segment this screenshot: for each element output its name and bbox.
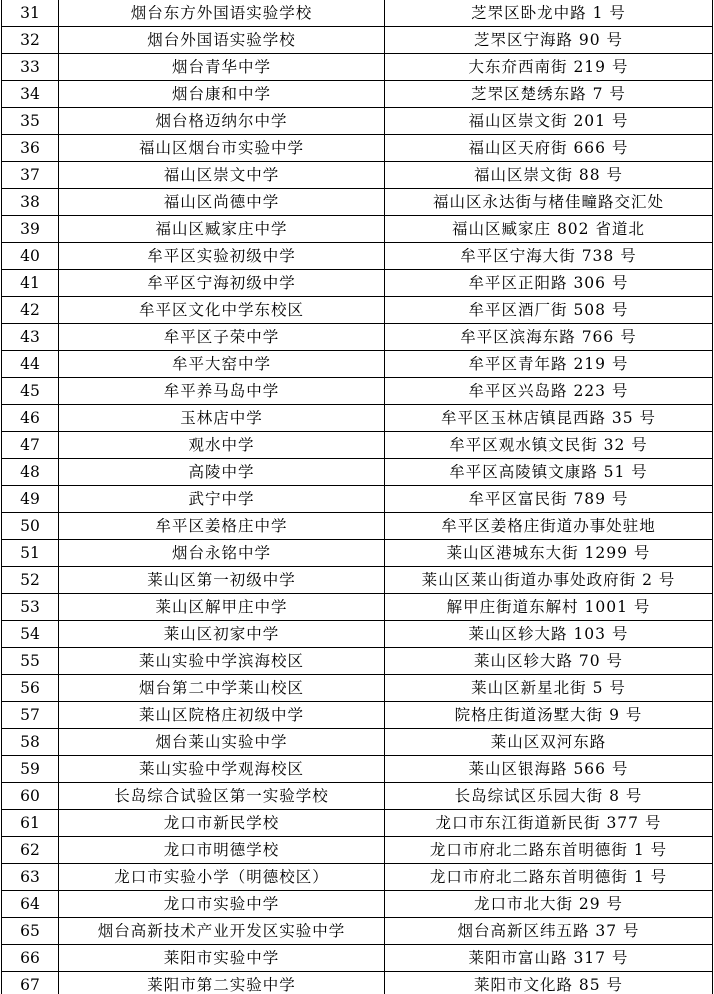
row-number-cell: 55 [2,648,59,675]
table-row [2,135,713,162]
school-name-cell: 莱阳市实验中学 [59,945,385,972]
row-number-cell: 44 [2,351,59,378]
school-name-cell: 龙口市明德学校 [59,837,385,864]
school-address-cell: 院格庄街道汤墅大街 9 号 [385,702,713,729]
school-name-cell: 牟平区宁海初级中学 [59,270,385,297]
table-row [2,756,713,783]
row-number-cell: 32 [2,27,59,54]
row-number-cell: 42 [2,297,59,324]
school-name-cell: 莱山区院格庄初级中学 [59,702,385,729]
school-address-cell: 大东夼西南街 219 号 [385,54,713,81]
row-number-cell: 46 [2,405,59,432]
table-row [2,675,713,702]
row-number-cell: 40 [2,243,59,270]
table-row [2,567,713,594]
school-name-cell: 烟台外国语实验学校 [59,27,385,54]
school-address-cell: 烟台高新区纬五路 37 号 [385,918,713,945]
school-name-cell: 长岛综合试验区第一实验学校 [59,783,385,810]
school-address-cell: 莱山区新星北街 5 号 [385,675,713,702]
table-row [2,216,713,243]
table-row [2,459,713,486]
school-address-cell: 龙口市府北二路东首明德街 1 号 [385,864,713,891]
school-name-cell: 牟平养马岛中学 [59,378,385,405]
school-address-cell: 莱山区轸大路 70 号 [385,648,713,675]
table-body [2,0,713,994]
school-name-cell: 莱山实验中学观海校区 [59,756,385,783]
school-address-cell: 福山区永达街与楮佳疃路交汇处 [385,189,713,216]
table-row [2,648,713,675]
school-address-cell: 福山区崇文街 88 号 [385,162,713,189]
school-name-cell: 牟平区文化中学东校区 [59,297,385,324]
school-address-cell: 莱山区港城东大街 1299 号 [385,540,713,567]
school-name-cell: 莱山区解甲庄中学 [59,594,385,621]
row-number-cell: 50 [2,513,59,540]
table-row [2,405,713,432]
school-name-cell: 烟台格迈纳尔中学 [59,108,385,135]
row-number-cell: 33 [2,54,59,81]
table-row [2,810,713,837]
table-row [2,378,713,405]
school-name-cell: 牟平区姜格庄中学 [59,513,385,540]
row-number-cell: 58 [2,729,59,756]
school-name-cell: 烟台青华中学 [59,54,385,81]
school-address-cell: 莱阳市文化路 85 号 [385,972,713,994]
row-number-cell: 51 [2,540,59,567]
school-address-cell: 牟平区姜格庄街道办事处驻地 [385,513,713,540]
row-number-cell: 63 [2,864,59,891]
row-number-cell: 49 [2,486,59,513]
school-address-cell: 牟平区宁海大街 738 号 [385,243,713,270]
row-number-cell: 31 [2,0,59,27]
table-row [2,486,713,513]
school-address-cell: 牟平区兴岛路 223 号 [385,378,713,405]
row-number-cell: 45 [2,378,59,405]
school-address-cell: 牟平区富民街 789 号 [385,486,713,513]
school-address-cell: 福山区崇文街 201 号 [385,108,713,135]
school-address-cell: 牟平区玉林店镇昆西路 35 号 [385,405,713,432]
school-address-cell: 牟平区观水镇文民街 32 号 [385,432,713,459]
school-address-cell: 牟平区酒厂街 508 号 [385,297,713,324]
table-row [2,189,713,216]
school-name-cell: 烟台东方外国语实验学校 [59,0,385,27]
row-number-cell: 61 [2,810,59,837]
table-row [2,270,713,297]
school-name-cell: 莱山区初家中学 [59,621,385,648]
row-number-cell: 53 [2,594,59,621]
school-address-cell: 解甲庄街道东解村 1001 号 [385,594,713,621]
table-row [2,297,713,324]
table-row [2,891,713,918]
row-number-cell: 39 [2,216,59,243]
school-name-cell: 福山区崇文中学 [59,162,385,189]
table-row [2,864,713,891]
school-address-cell: 莱山区莱山街道办事处政府街 2 号 [385,567,713,594]
school-name-cell: 烟台高新技术产业开发区实验中学 [59,918,385,945]
table-row [2,54,713,81]
table-row [2,837,713,864]
table-row [2,513,713,540]
school-address-cell: 牟平区青年路 219 号 [385,351,713,378]
school-name-cell: 牟平区实验初级中学 [59,243,385,270]
school-address-cell: 牟平区高陵镇文康路 51 号 [385,459,713,486]
row-number-cell: 35 [2,108,59,135]
table-row [2,162,713,189]
row-number-cell: 37 [2,162,59,189]
row-number-cell: 59 [2,756,59,783]
school-name-cell: 烟台第二中学莱山校区 [59,675,385,702]
row-number-cell: 48 [2,459,59,486]
table-row [2,621,713,648]
table-row [2,729,713,756]
school-name-cell: 玉林店中学 [59,405,385,432]
row-number-cell: 52 [2,567,59,594]
table-row [2,108,713,135]
row-number-cell: 60 [2,783,59,810]
school-name-cell: 福山区烟台市实验中学 [59,135,385,162]
table-row [2,972,713,994]
table-row [2,432,713,459]
table-row [2,27,713,54]
school-address-cell: 龙口市府北二路东首明德街 1 号 [385,837,713,864]
school-address-cell: 龙口市东江街道新民街 377 号 [385,810,713,837]
table-row [2,0,713,27]
table-row [2,351,713,378]
row-number-cell: 38 [2,189,59,216]
school-name-cell: 龙口市实验小学（明德校区） [59,864,385,891]
school-name-cell: 龙口市新民学校 [59,810,385,837]
school-address-cell: 莱山区银海路 566 号 [385,756,713,783]
table-row [2,324,713,351]
school-address-cell: 莱阳市富山路 317 号 [385,945,713,972]
school-name-cell: 福山区臧家庄中学 [59,216,385,243]
school-name-cell: 武宁中学 [59,486,385,513]
school-name-cell: 观水中学 [59,432,385,459]
row-number-cell: 65 [2,918,59,945]
school-name-cell: 莱阳市第二实验中学 [59,972,385,994]
row-number-cell: 56 [2,675,59,702]
row-number-cell: 64 [2,891,59,918]
school-name-cell: 龙口市实验中学 [59,891,385,918]
row-number-cell: 36 [2,135,59,162]
school-address-cell: 芝罘区宁海路 90 号 [385,27,713,54]
school-address-cell: 长岛综试区乐园大街 8 号 [385,783,713,810]
school-name-cell: 烟台康和中学 [59,81,385,108]
table-row [2,81,713,108]
table-row [2,702,713,729]
school-address-cell: 福山区臧家庄 802 省道北 [385,216,713,243]
school-name-cell: 高陵中学 [59,459,385,486]
school-name-cell: 牟平大窑中学 [59,351,385,378]
school-name-cell: 烟台永铭中学 [59,540,385,567]
row-number-cell: 34 [2,81,59,108]
school-address-cell: 福山区天府街 666 号 [385,135,713,162]
table-row [2,540,713,567]
school-name-cell: 烟台莱山实验中学 [59,729,385,756]
school-name-cell: 牟平区子荣中学 [59,324,385,351]
school-address-cell: 牟平区正阳路 306 号 [385,270,713,297]
row-number-cell: 62 [2,837,59,864]
row-number-cell: 66 [2,945,59,972]
school-address-cell: 牟平区滨海东路 766 号 [385,324,713,351]
row-number-cell: 54 [2,621,59,648]
school-name-cell: 莱山区第一初级中学 [59,567,385,594]
table-row [2,918,713,945]
row-number-cell: 41 [2,270,59,297]
table-row [2,783,713,810]
school-address-cell: 芝罘区卧龙中路 1 号 [385,0,713,27]
row-number-cell: 47 [2,432,59,459]
school-list-table [1,0,713,994]
row-number-cell: 57 [2,702,59,729]
school-name-cell: 福山区尚德中学 [59,189,385,216]
row-number-cell: 43 [2,324,59,351]
school-address-cell: 芝罘区楚绣东路 7 号 [385,81,713,108]
table-row [2,243,713,270]
row-number-cell: 67 [2,972,59,994]
school-address-cell: 莱山区轸大路 103 号 [385,621,713,648]
school-address-cell: 龙口市北大街 29 号 [385,891,713,918]
school-name-cell: 莱山实验中学滨海校区 [59,648,385,675]
school-address-cell: 莱山区双河东路 [385,729,713,756]
table-row [2,594,713,621]
table-row [2,945,713,972]
